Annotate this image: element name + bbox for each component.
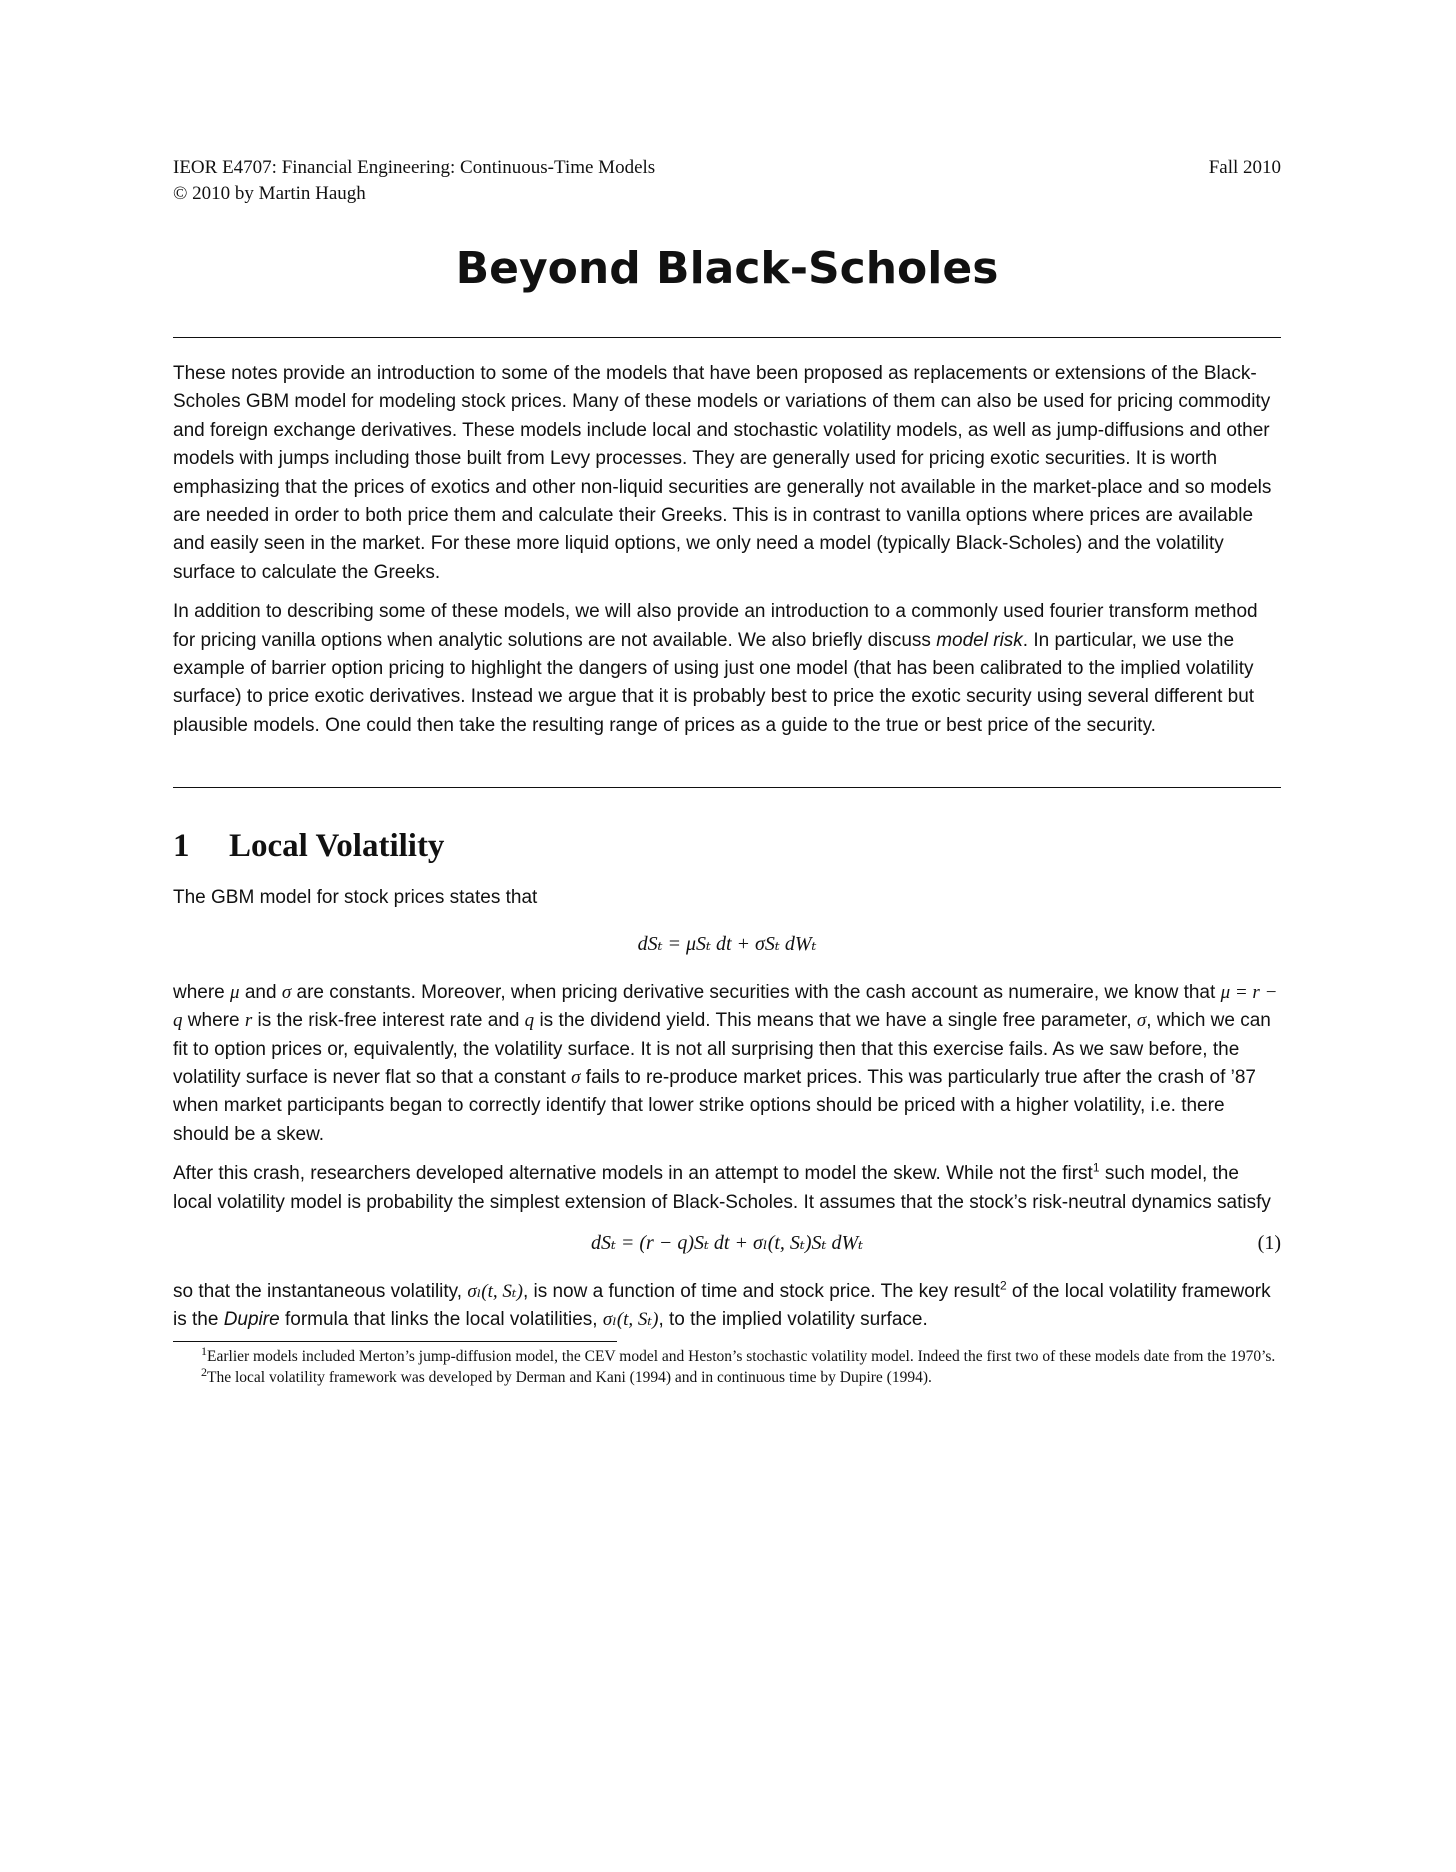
math-sigma-local: σₗ(t, Sₜ) xyxy=(602,1309,659,1331)
symbol-q: q xyxy=(524,1010,535,1032)
p3-text-2: such model, the local volatility model is probability the simplest extension of Black-Scholes. It assumes that the stock’s risk-neutral dynamics satisfy xyxy=(173,1163,1271,1213)
copyright-row xyxy=(173,181,1281,207)
footnote-1-mark: 1 xyxy=(201,1343,207,1358)
math-sigma-local: σₗ(t, Sₜ) xyxy=(467,1280,523,1302)
symbol-sigma: σ xyxy=(281,981,292,1003)
p2-text-3: are constants. Moreover, when pricing derivative securities with the cash account as numeraire, we know that xyxy=(296,981,1216,1003)
body-intro: The GBM model for stock prices states that xyxy=(173,887,538,909)
body-paragraph-4 xyxy=(173,1278,1281,1335)
math-mu-equals: μ = r − q xyxy=(173,981,1278,1032)
footnote-ref-2[interactable]: 2 xyxy=(999,1278,1007,1293)
abstract xyxy=(173,360,1281,740)
body-paragraph-2 xyxy=(173,979,1281,1149)
footnote-ref-1[interactable]: 1 xyxy=(1092,1160,1100,1175)
footnote-1-text: Earlier models included Merton’s jump-diffusion model, the CEV model and Heston’s stochastic volatility model. Indeed the first two of these models date from the 1970’s. xyxy=(207,1347,1276,1365)
equation-1 xyxy=(173,1228,1281,1258)
p2-text-1: where xyxy=(173,981,225,1003)
symbol-sigma: σ xyxy=(571,1066,581,1088)
p2-text-4: where xyxy=(187,1010,240,1032)
footnote-1 xyxy=(173,1343,1281,1367)
footnote-2-text: The local volatility framework was developed by Derman and Kani (1994) and in continuous time by Dupire (1994). xyxy=(207,1368,932,1386)
p4-text-5: , to the implied volatility surface. xyxy=(658,1309,928,1331)
footnotes xyxy=(173,1343,1281,1388)
footnote-rule xyxy=(173,1341,617,1342)
section-number: 1 xyxy=(173,828,190,865)
top-rule xyxy=(173,337,1281,338)
symbol-r: r xyxy=(244,1010,253,1032)
p4-text-3: of the local volatility framework is the xyxy=(173,1280,1271,1331)
abstract-paragraph-1: These notes provide an introduction to some of the models that have been proposed as replacements or extensions of the Black-Scholes GBM model for modeling stock prices. Many of these models or variations of them can also be used for pricing commodity and foreign exchange derivatives. These models include local and stochastic volatility models, as well as jump-diffusions and other models with jumps including those built from Levy processes. They are generally used for pricing exotic securities. It is worth emphasizing that the prices of exotics and other non-liquid securities are generally not available in the market-place and so models are needed in order to both price them and calculate their Greeks. This is in contrast to vanilla options where prices are available and easily seen in the market. For these more liquid options, we only need a model (typically Black-Scholes) and the volatility surface to calculate the Greeks. xyxy=(173,363,1272,583)
abstract-bottom-rule xyxy=(173,787,1281,788)
abstract-paragraph-2 xyxy=(173,598,1281,740)
p2-text-8: fails to re-produce market prices. This was particularly true after the crash of ’87 when market participants began to correctly identify that lower strike options should be priced with a higher volatility, i.e. there should be a skew. xyxy=(173,1066,1257,1145)
p4-text-2: , is now a function of time and stock price. The key result xyxy=(522,1280,1000,1302)
footnote-2-mark: 2 xyxy=(201,1364,207,1379)
p2-text-2: and xyxy=(244,981,277,1003)
copyright-line: © 2010 by Martin Haugh xyxy=(173,183,366,204)
p3-text-1: After this crash, researchers developed alternative models in an attempt to model the skew. While not the first xyxy=(173,1163,1093,1185)
abstract-p2-text-a: In addition to describing some of these models, we will also provide an introduction to a commonly used fourier transform method for pricing vanilla options when analytic solutions are not available. We also briefly discuss xyxy=(173,601,1258,651)
p4-text-1: so that the instantaneous volatility, xyxy=(173,1280,463,1302)
paper-page xyxy=(173,155,1281,1388)
body-paragraph-3 xyxy=(173,1160,1281,1217)
section-body xyxy=(173,884,1281,1334)
symbol-mu: μ xyxy=(230,981,240,1003)
p2-text-7: , which we can fit to option prices or, equivalently, the volatility surface. It is not all surprising then that this exercise fails. As we saw before, the volatility surface is never flat so that a constant xyxy=(173,1010,1271,1088)
emphasis-dupire: Dupire xyxy=(223,1309,280,1331)
footnote-2 xyxy=(173,1364,1281,1388)
emphasis-model-risk: model risk xyxy=(936,629,1023,651)
course-title: IEOR E4707: Financial Engineering: Continuous-Time Models xyxy=(173,157,656,178)
term-label: Fall 2010 xyxy=(1208,157,1281,178)
section-heading xyxy=(173,824,1281,868)
equation-gbm-text: dSₜ = μSₜ dt + σSₜ dWₜ xyxy=(637,932,817,955)
symbol-sigma: σ xyxy=(1136,1010,1147,1032)
section-title-text: Local Volatility xyxy=(229,828,445,865)
equation-1-text: dSₜ = (r − q)Sₜ dt + σₗ(t, Sₜ)Sₜ dWₜ xyxy=(590,1231,864,1254)
equation-number: (1) xyxy=(1257,1231,1281,1254)
p2-text-5: is the risk-free interest rate and xyxy=(257,1010,520,1032)
p2-text-6: is the dividend yield. This means that we have a single free parameter, xyxy=(539,1010,1132,1032)
paper-title: Beyond Black-Scholes xyxy=(455,243,999,294)
abstract-p2-text-b: . In particular, we use the example of barrier option pricing to highlight the dangers of using just one model (that has been calibrated to the implied volatility surface) to price exotic derivatives. Instead we argue that it is probably best to price the exotic security using several different but plausible models. One could then take the resulting range of prices as a guide to the true or best price of the security. xyxy=(173,629,1255,736)
equation-gbm xyxy=(173,929,1281,959)
p4-text-4: formula that links the local volatilities, xyxy=(284,1309,598,1331)
running-header xyxy=(173,155,1281,181)
